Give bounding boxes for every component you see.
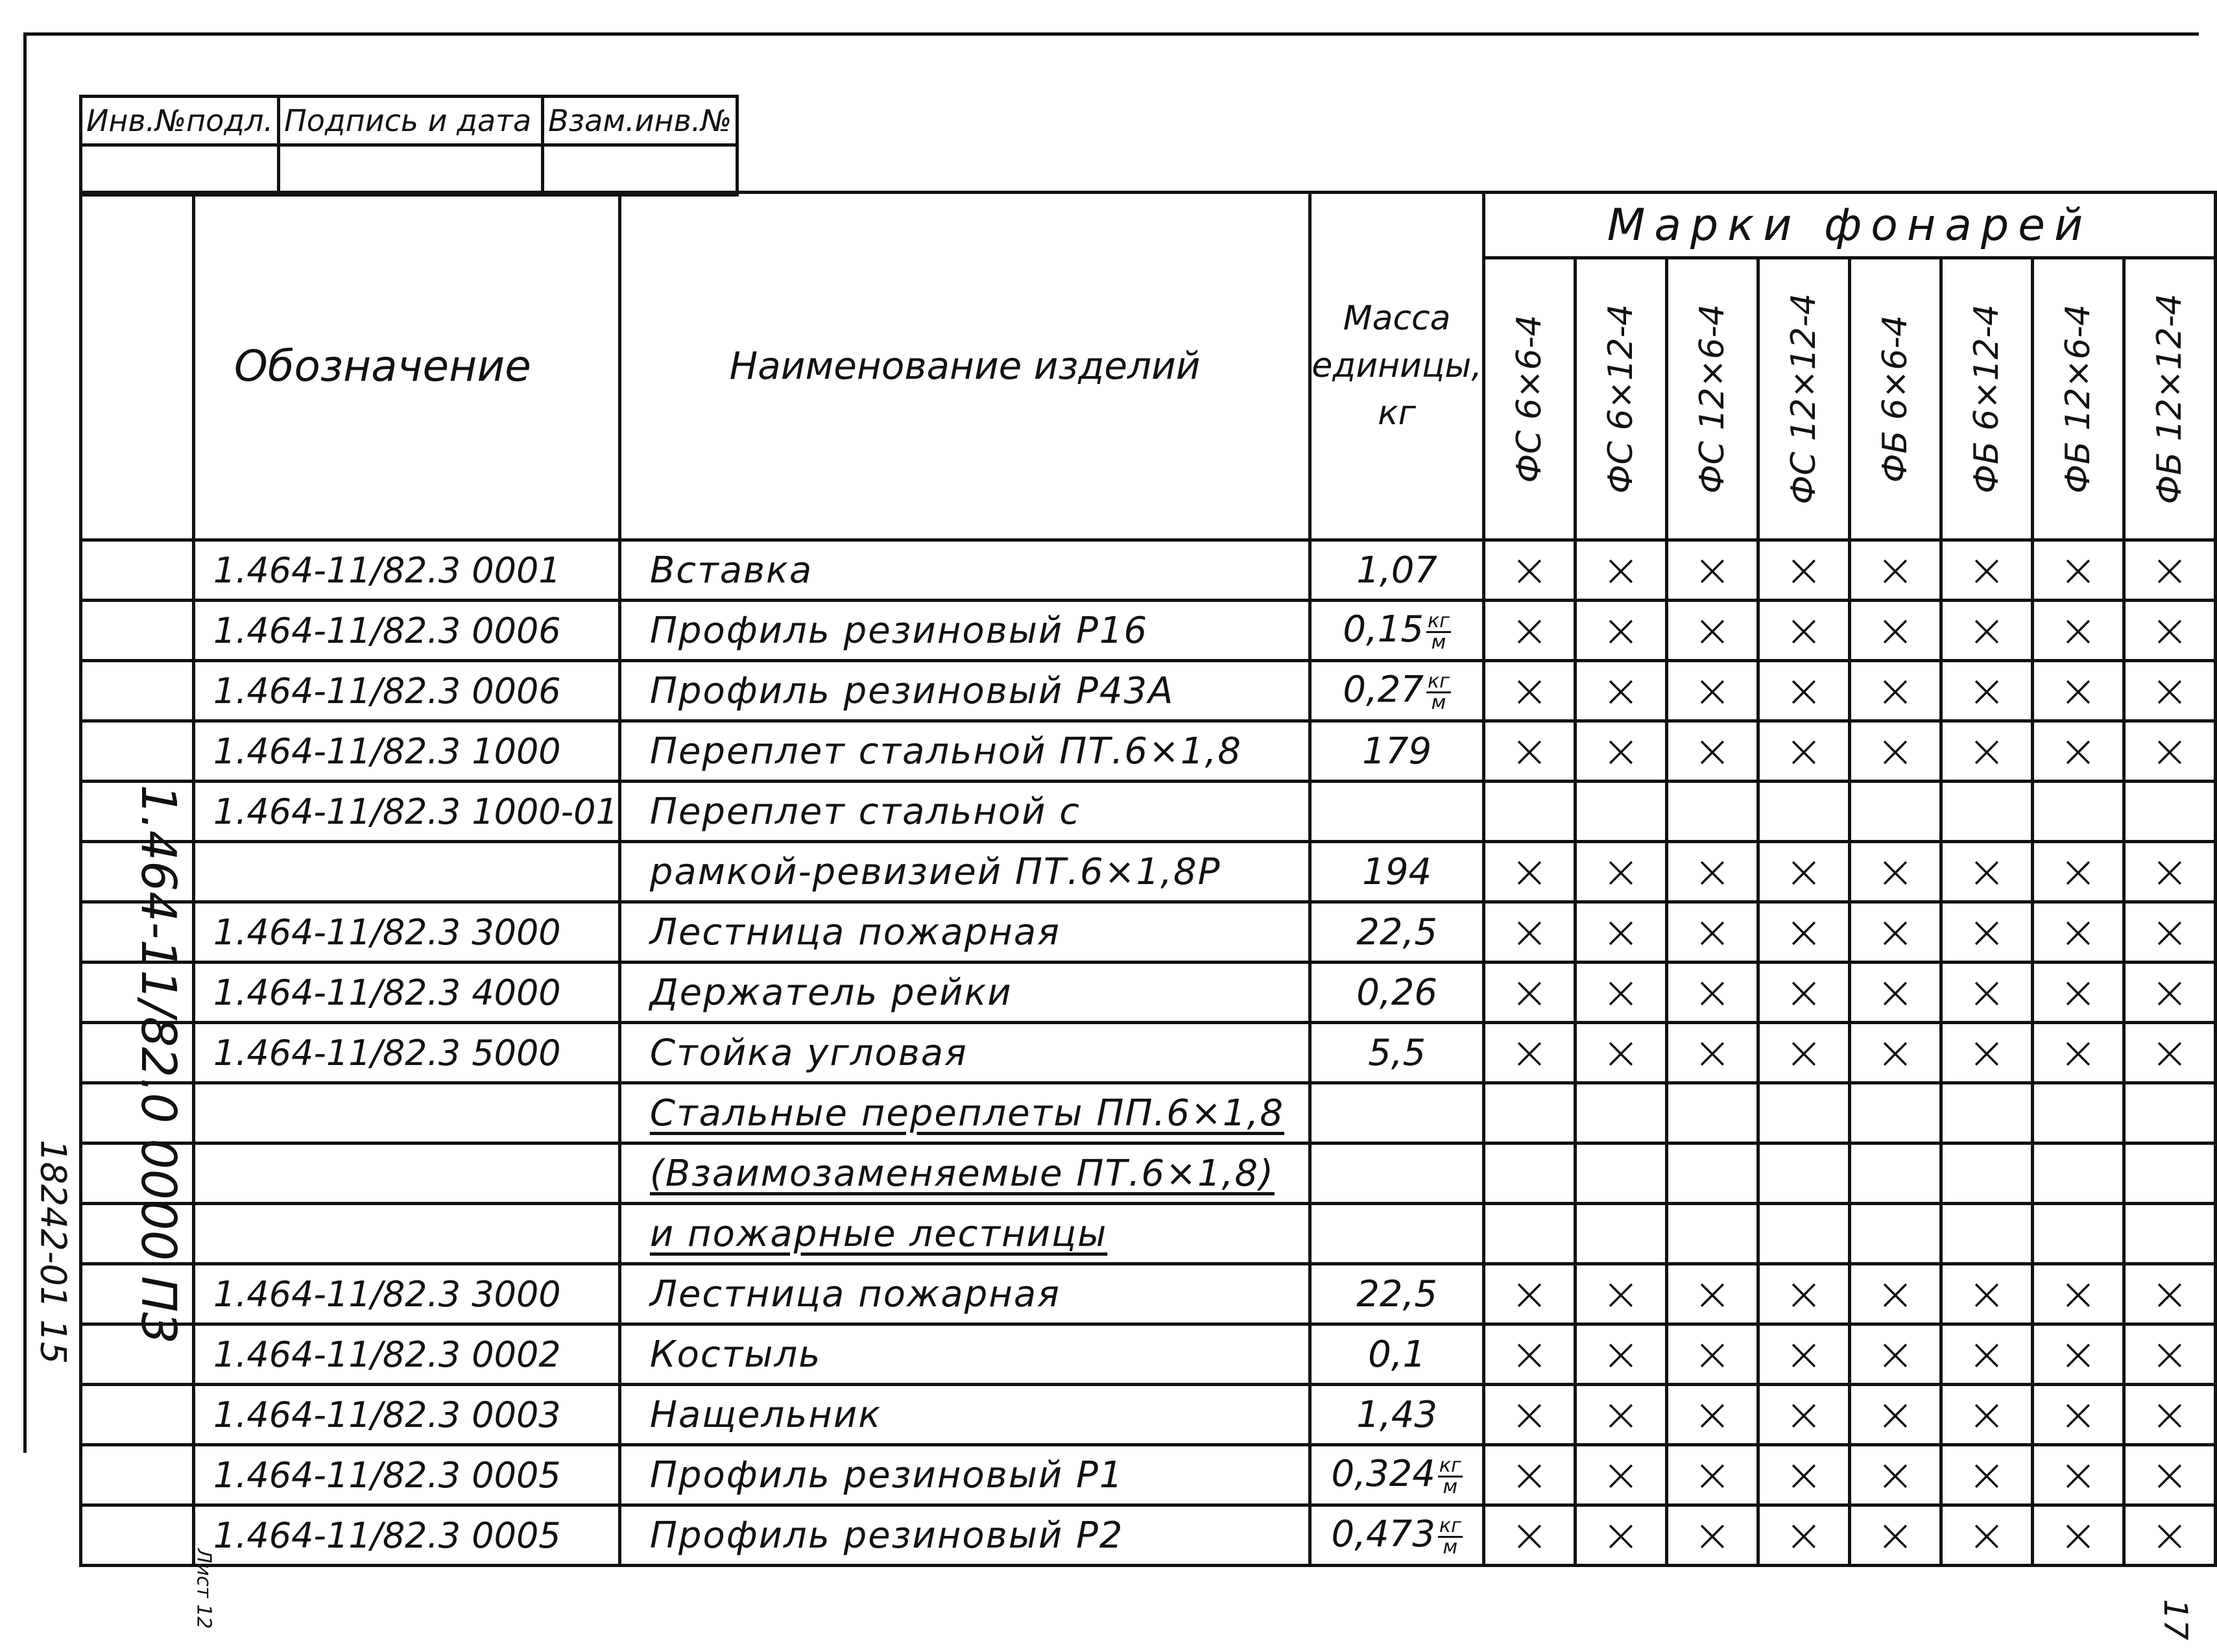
mark-cell: × xyxy=(2124,721,2215,782)
name-cell xyxy=(619,661,1310,721)
mark-cell xyxy=(1483,1204,1575,1264)
mark-cell: × xyxy=(1758,540,1849,601)
table-row xyxy=(81,902,2216,963)
designation-cell: 1.464-11/82.3 0006 xyxy=(193,601,619,661)
sign-date-value xyxy=(279,145,543,195)
left-margin-header xyxy=(81,193,194,540)
designation-cell xyxy=(193,842,619,902)
name-text: Профиль резиновый Р1 xyxy=(649,1454,1124,1496)
mark-cell: × xyxy=(1666,842,1758,902)
replace-inv-label: Взам.инв.№ xyxy=(543,97,737,145)
name-cell xyxy=(619,1385,1310,1445)
mark-cell: × xyxy=(1849,721,1941,782)
mark-cell: × xyxy=(1849,1264,1941,1324)
name-cell xyxy=(619,601,1310,661)
mark-cell: × xyxy=(1666,601,1758,661)
name-text: Стойка угловая xyxy=(649,1031,968,1074)
mark-cell: × xyxy=(1575,721,1666,782)
mark-cell: × xyxy=(1849,842,1941,902)
mark-cell xyxy=(1941,1143,2032,1204)
mark-cell xyxy=(2032,782,2124,842)
mark-cell: × xyxy=(1666,1385,1758,1445)
mass-cell xyxy=(1310,601,1484,661)
mark-cell: × xyxy=(1941,601,2032,661)
table-row xyxy=(81,721,2216,782)
mark-cell: × xyxy=(1758,1023,1849,1083)
mark-cell: × xyxy=(2032,1505,2124,1566)
mark-cell: × xyxy=(1483,1505,1575,1566)
mark-cell xyxy=(2124,1204,2215,1264)
mass-cell xyxy=(1310,1083,1484,1143)
mark-cell: × xyxy=(1483,601,1575,661)
designation-cell: 1.464-11/82.3 0005 xyxy=(193,1445,619,1505)
designation-cell: 1.464-11/82.3 4000 xyxy=(193,963,619,1023)
mark-cell: × xyxy=(1849,963,1941,1023)
mark-cell: × xyxy=(1575,540,1666,601)
mark-cell: × xyxy=(1575,1505,1666,1566)
name-cell xyxy=(619,721,1310,782)
mark-cell: × xyxy=(2124,661,2215,721)
mark-cell xyxy=(2124,1083,2215,1143)
name-text: Вставка xyxy=(649,549,813,592)
mark-cell: × xyxy=(1666,1505,1758,1566)
table-row xyxy=(81,1083,2216,1143)
replace-inv-value xyxy=(543,145,737,195)
name-text: Нащельник xyxy=(649,1393,882,1436)
mark-cell xyxy=(1666,1204,1758,1264)
mass-cell xyxy=(1310,782,1484,842)
mark-cell: × xyxy=(1575,1385,1666,1445)
mark-cell: × xyxy=(2032,1385,2124,1445)
mass-cell xyxy=(1310,1264,1484,1324)
mark-cell: × xyxy=(1483,963,1575,1023)
mark-cell: × xyxy=(2124,1505,2215,1566)
designation-cell: 1.464-11/82.3 5000 xyxy=(193,1023,619,1083)
mark-cell: × xyxy=(1758,902,1849,963)
name-cell xyxy=(619,1505,1310,1566)
mark-cell: × xyxy=(1849,540,1941,601)
mark-cell: × xyxy=(1941,540,2032,601)
designation-cell: 1.464-11/82.3 0002 xyxy=(193,1324,619,1385)
mark-cell xyxy=(1483,1083,1575,1143)
mass-cell xyxy=(1310,540,1484,601)
name-cell xyxy=(619,1204,1310,1264)
mark-cell xyxy=(1758,782,1849,842)
mark-cell: × xyxy=(2124,1445,2215,1505)
mark-cell: × xyxy=(1575,661,1666,721)
designation-cell: 1.464-11/82.3 0005 xyxy=(193,1505,619,1566)
mark-cell: × xyxy=(1941,1385,2032,1445)
mark-cell xyxy=(2032,1204,2124,1264)
mark-cell: × xyxy=(1666,1445,1758,1505)
mark-cell: × xyxy=(1483,1324,1575,1385)
left-margin-cell xyxy=(81,540,194,601)
left-margin-cell xyxy=(81,721,194,782)
name-text: и пожарные лестницы xyxy=(649,1212,1108,1255)
name-text: Костыль xyxy=(649,1333,822,1376)
mark-cell: × xyxy=(1849,902,1941,963)
mark-cell: × xyxy=(1666,902,1758,963)
name-cell xyxy=(619,540,1310,601)
marks-header: Марки фонарей xyxy=(1483,193,2215,258)
name-text: Переплет стальной с xyxy=(649,790,1081,833)
mark-cell: × xyxy=(1666,661,1758,721)
mass-value: 0,15 xyxy=(1343,608,1424,651)
mark-cell: × xyxy=(1941,842,2032,902)
mark-cell: × xyxy=(1941,1324,2032,1385)
mark-header-fb12x6: ФБ 12×6-4 xyxy=(2032,258,2124,540)
page-number: 17 xyxy=(2156,1599,2194,1640)
mark-cell: × xyxy=(1758,1324,1849,1385)
mark-cell: × xyxy=(1941,902,2032,963)
mark-cell xyxy=(1849,1083,1941,1143)
table-row xyxy=(81,842,2216,902)
table-row xyxy=(81,1385,2216,1445)
mass-value: 0,26 xyxy=(1356,971,1437,1014)
mass-cell xyxy=(1310,721,1484,782)
mark-cell: × xyxy=(1849,601,1941,661)
mass-unit: $\frac{кг}{м}$ xyxy=(1439,1454,1461,1498)
name-text: Стальные переплеты ПП.6×1,8 xyxy=(649,1092,1284,1134)
table-row xyxy=(81,1445,2216,1505)
mark-cell: × xyxy=(1758,661,1849,721)
mark-cell: × xyxy=(1849,661,1941,721)
mark-cell: × xyxy=(2124,540,2215,601)
mark-cell: × xyxy=(1941,1023,2032,1083)
mark-cell xyxy=(1941,782,2032,842)
designation-header: Обозначение xyxy=(193,193,619,540)
name-text: (Взаимозаменяемые ПТ.6×1,8) xyxy=(649,1152,1275,1195)
mark-header-fb12x12: ФБ 12×12-4 xyxy=(2124,258,2215,540)
name-cell xyxy=(619,782,1310,842)
mark-cell: × xyxy=(1483,842,1575,902)
mark-cell: × xyxy=(1941,721,2032,782)
mark-cell: × xyxy=(1666,721,1758,782)
mass-cell xyxy=(1310,1445,1484,1505)
mass-value: 0,1 xyxy=(1368,1333,1426,1376)
table-row xyxy=(81,540,2216,601)
name-text: Профиль резиновый Р43А xyxy=(649,669,1175,712)
mark-cell xyxy=(1575,1143,1666,1204)
mark-cell: × xyxy=(2032,842,2124,902)
mark-cell: × xyxy=(1758,601,1849,661)
mark-cell: × xyxy=(1575,842,1666,902)
mark-cell: × xyxy=(2124,1023,2215,1083)
name-text: Держатель рейки xyxy=(649,971,1013,1014)
mark-cell: × xyxy=(2124,902,2215,963)
mark-cell: × xyxy=(2032,902,2124,963)
mass-value: 0,27 xyxy=(1343,669,1424,712)
mark-header-fb6x6: ФБ 6×6-4 xyxy=(1849,258,1941,540)
mass-cell xyxy=(1310,1324,1484,1385)
mark-cell xyxy=(2032,1143,2124,1204)
mark-cell: × xyxy=(1849,1385,1941,1445)
mark-cell xyxy=(1758,1143,1849,1204)
mass-cell xyxy=(1310,1385,1484,1445)
mark-cell: × xyxy=(1666,1324,1758,1385)
mass-value: 1,43 xyxy=(1356,1393,1437,1436)
designation-cell: 1.464-11/82.3 1000-01 xyxy=(193,782,619,842)
left-margin-cell xyxy=(81,1505,194,1566)
mark-cell: × xyxy=(1941,963,2032,1023)
mark-cell xyxy=(2124,782,2215,842)
mass-value: 194 xyxy=(1362,850,1432,893)
mark-cell: × xyxy=(2032,1445,2124,1505)
specification-body xyxy=(81,540,2216,1566)
mass-value: 22,5 xyxy=(1356,1273,1437,1315)
mark-cell: × xyxy=(1849,1324,1941,1385)
name-text: Профиль резиновый Р2 xyxy=(649,1514,1124,1557)
name-header: Наименование изделий xyxy=(619,193,1310,540)
mark-cell xyxy=(1666,1143,1758,1204)
table-row xyxy=(81,601,2216,661)
designation-cell: 1.464-11/82.3 0001 xyxy=(193,540,619,601)
mark-cell: × xyxy=(2124,1264,2215,1324)
mark-cell: × xyxy=(1575,963,1666,1023)
mark-cell: × xyxy=(1483,721,1575,782)
designation-cell xyxy=(193,1083,619,1143)
mark-cell: × xyxy=(1575,601,1666,661)
mass-value: 1,07 xyxy=(1356,549,1437,592)
name-cell xyxy=(619,963,1310,1023)
mass-cell xyxy=(1310,1143,1484,1204)
mark-cell xyxy=(1849,1143,1941,1204)
mark-cell xyxy=(1758,1083,1849,1143)
mark-header-fb6x12: ФБ 6×12-4 xyxy=(1941,258,2032,540)
mark-cell: × xyxy=(1575,1264,1666,1324)
mark-cell: × xyxy=(1483,1264,1575,1324)
mark-cell: × xyxy=(1666,963,1758,1023)
mark-cell: × xyxy=(1758,1264,1849,1324)
left-border-line xyxy=(23,32,27,1453)
sheet-number: 12 xyxy=(192,1604,215,1629)
mass-unit: $\frac{кг}{м}$ xyxy=(1439,1514,1461,1559)
mark-cell xyxy=(2032,1083,2124,1143)
mark-cell xyxy=(1575,1204,1666,1264)
mark-cell: × xyxy=(1849,1023,1941,1083)
mark-cell: × xyxy=(1483,902,1575,963)
name-cell xyxy=(619,1083,1310,1143)
mark-cell: × xyxy=(1941,1264,2032,1324)
mark-cell: × xyxy=(1575,1445,1666,1505)
mark-cell xyxy=(1666,1083,1758,1143)
inv-no-label: Инв.№подл. xyxy=(81,97,279,145)
name-text: рамкой-ревизией ПТ.6×1,8Р xyxy=(649,850,1221,893)
mark-cell: × xyxy=(1483,1023,1575,1083)
mark-cell: × xyxy=(2124,842,2215,902)
mark-cell: × xyxy=(2032,540,2124,601)
mass-value: 179 xyxy=(1362,730,1432,772)
mark-cell: × xyxy=(1758,963,1849,1023)
mark-cell: × xyxy=(1666,1023,1758,1083)
designation-cell: 1.464-11/82.3 3000 xyxy=(193,1264,619,1324)
mark-cell xyxy=(1849,782,1941,842)
mark-cell: × xyxy=(2032,963,2124,1023)
name-text: Профиль резиновый Р16 xyxy=(649,609,1149,652)
mark-cell: × xyxy=(1666,1264,1758,1324)
name-cell xyxy=(619,1264,1310,1324)
name-cell xyxy=(619,902,1310,963)
mark-cell xyxy=(1483,1143,1575,1204)
document-code: 1.464-11/82.0 0000 ПЗ xyxy=(130,784,186,1343)
table-row xyxy=(81,1143,2216,1204)
mass-cell xyxy=(1310,963,1484,1023)
designation-cell: 1.464-11/82.3 3000 xyxy=(193,902,619,963)
mark-header-fs12x6: ФС 12×6-4 xyxy=(1666,258,1758,540)
mark-cell: × xyxy=(2032,601,2124,661)
mark-cell xyxy=(1941,1083,2032,1143)
mark-cell xyxy=(1666,782,1758,842)
mark-cell: × xyxy=(1666,540,1758,601)
mark-cell xyxy=(1758,1204,1849,1264)
mass-value: 22,5 xyxy=(1356,911,1437,953)
mark-cell: × xyxy=(2124,601,2215,661)
mark-cell: × xyxy=(1849,1445,1941,1505)
mass-header: Масса единицы, кг xyxy=(1310,193,1484,540)
table-row xyxy=(81,782,2216,842)
archive-number: 18242-01 15 xyxy=(32,1140,74,1364)
mass-cell xyxy=(1310,1505,1484,1566)
mark-cell: × xyxy=(1483,661,1575,721)
mass-cell xyxy=(1310,661,1484,721)
name-cell xyxy=(619,1324,1310,1385)
mark-cell: × xyxy=(1758,842,1849,902)
left-margin-cell xyxy=(81,601,194,661)
mark-cell: × xyxy=(2032,721,2124,782)
mark-cell: × xyxy=(2032,1023,2124,1083)
specification-table xyxy=(79,191,2217,1567)
mark-cell xyxy=(1483,782,1575,842)
sign-date-label: Подпись и дата xyxy=(279,97,543,145)
mass-cell xyxy=(1310,902,1484,963)
mass-cell xyxy=(1310,1023,1484,1083)
mark-cell: × xyxy=(1575,1324,1666,1385)
table-row xyxy=(81,963,2216,1023)
table-row xyxy=(81,1204,2216,1264)
mark-header-fs12x12: ФС 12×12-4 xyxy=(1758,258,1849,540)
name-cell xyxy=(619,1445,1310,1505)
mark-cell: × xyxy=(1758,1385,1849,1445)
mass-cell xyxy=(1310,1204,1484,1264)
table-row xyxy=(81,1264,2216,1324)
designation-cell: 1.464-11/82.3 0006 xyxy=(193,661,619,721)
approval-stamp xyxy=(79,95,739,197)
mark-cell: × xyxy=(1849,1505,1941,1566)
mark-cell: × xyxy=(2032,1264,2124,1324)
name-cell xyxy=(619,1143,1310,1204)
mass-unit: $\frac{кг}{м}$ xyxy=(1428,609,1450,654)
left-margin-cell xyxy=(81,661,194,721)
mark-header-fs6x12: ФС 6×12-4 xyxy=(1575,258,1666,540)
name-text: Переплет стальной ПТ.6×1,8 xyxy=(649,730,1243,772)
mark-cell xyxy=(1575,782,1666,842)
mass-value: 0,473 xyxy=(1331,1513,1435,1556)
name-text: Лестница пожарная xyxy=(649,1273,1061,1315)
mark-cell: × xyxy=(1483,1385,1575,1445)
mark-cell xyxy=(1575,1083,1666,1143)
mark-header-fs6x6: ФС 6×6-4 xyxy=(1483,258,1575,540)
mark-cell: × xyxy=(2032,661,2124,721)
table-row xyxy=(81,1023,2216,1083)
mark-cell: × xyxy=(1758,1445,1849,1505)
designation-cell xyxy=(193,1143,619,1204)
mark-cell: × xyxy=(2032,1324,2124,1385)
mark-cell: × xyxy=(1575,1023,1666,1083)
mass-cell xyxy=(1310,842,1484,902)
mark-cell: × xyxy=(2124,963,2215,1023)
mark-cell xyxy=(1941,1204,2032,1264)
mark-cell: × xyxy=(1758,1505,1849,1566)
top-border-line xyxy=(26,32,2199,36)
table-row xyxy=(81,1324,2216,1385)
designation-cell: 1.464-11/82.3 0003 xyxy=(193,1385,619,1445)
designation-cell: 1.464-11/82.3 1000 xyxy=(193,721,619,782)
left-margin-cell xyxy=(81,1445,194,1505)
name-text: Лестница пожарная xyxy=(649,911,1061,953)
sheet-label: Лист 12 xyxy=(192,1548,215,1629)
inv-no-value xyxy=(81,145,279,195)
mark-cell: × xyxy=(1941,1505,2032,1566)
name-cell xyxy=(619,1023,1310,1083)
designation-cell xyxy=(193,1204,619,1264)
mark-cell xyxy=(1849,1204,1941,1264)
left-margin-cell xyxy=(81,1385,194,1445)
mark-cell: × xyxy=(1483,1445,1575,1505)
name-cell xyxy=(619,842,1310,902)
mark-cell: × xyxy=(1575,902,1666,963)
mark-cell: × xyxy=(2124,1385,2215,1445)
mark-cell xyxy=(2124,1143,2215,1204)
mark-cell: × xyxy=(1483,540,1575,601)
mass-unit: $\frac{кг}{м}$ xyxy=(1428,669,1450,714)
mark-cell: × xyxy=(1941,1445,2032,1505)
mark-cell: × xyxy=(1758,721,1849,782)
mass-value: 0,324 xyxy=(1331,1453,1435,1496)
mark-cell: × xyxy=(1941,661,2032,721)
table-row xyxy=(81,661,2216,721)
mass-value: 5,5 xyxy=(1368,1031,1426,1074)
mark-cell: × xyxy=(2124,1324,2215,1385)
table-row xyxy=(81,1505,2216,1566)
